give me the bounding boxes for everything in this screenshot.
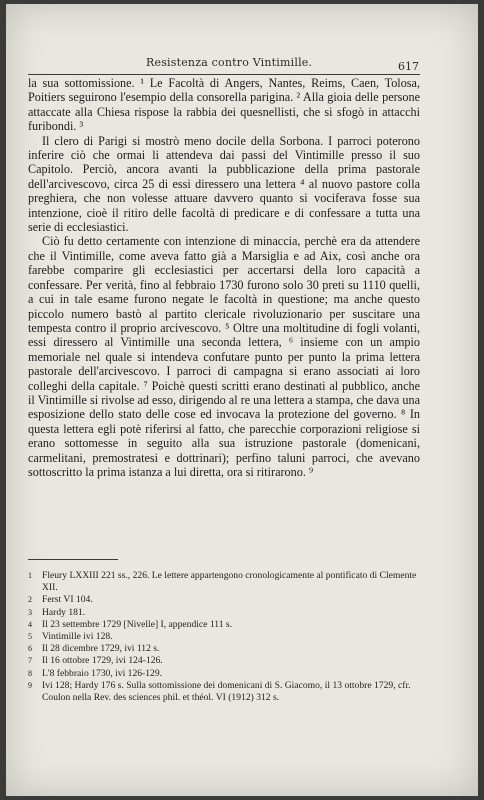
footnote [28, 680, 420, 704]
footnote-number: 3 [28, 607, 32, 617]
footnote-text: Il 28 dicembre 1729, ivi 112 s. [42, 643, 160, 655]
body-text [28, 76, 420, 479]
book-page [6, 4, 478, 796]
footnote-text: Hardy 181. [42, 606, 86, 618]
footnote [28, 668, 420, 680]
footnotes [28, 570, 420, 704]
footnote-number: 1 [28, 571, 32, 580]
running-title: Resistenza contro Vintimille. [146, 56, 313, 69]
footnote-number: 4 [28, 619, 32, 629]
footnote-number: 2 [28, 595, 32, 605]
paragraph: Ciò fu detto certamente con intenzione di minaccia, perchè era da attendere che il Vintimille, come aveva fatto già a Marsiglia e ad Aix, così anche ora farebbe comparire gli ecclesiastici per accertarsi della loro capacità a confessare. Per verità, fino al febbraio 1730 furono solo 30 preti su 1110 quelli, a cui in tale esame furono negate le facoltà in questione; ma anche questo piccolo numero bastò al partito clericale rivoluzionario per suscitare una tempesta contro il proprio arcivescovo. ⁵ Oltre una moltitudine di fogli volanti, essi diressero al Vintimille una seconda lettera, ⁶ insieme con un ampio memoriale nel quale si intendeva confutare punto per punto la prima lettera pastorale dell'arcivescovo. I parroci di campagna si erano associati ai loro colleghi della capitale. ⁷ Poichè questi scritti erano destinati al pubblico, anche il Vintimille si rivolse ad esso, dirigendo al re una lettera a stampa, che dava una esposizione dello stato delle cose ed invocava la protezione del governo. ⁸ In questa lettera egli potè riferirsi al fatto, che parecchie corporazioni religiose si erano sottomesse in seguito alla sua istruzione pastorale (domenicani, carmelitani, premostratesi e dottrinari); perfino taluni parroci, che avevano sottoscritto la prima istanza a lui diretta, ora si ritirarono. ⁹ [28, 234, 420, 479]
footnote [28, 655, 420, 667]
footnote-number: 5 [28, 632, 32, 642]
page-header [6, 56, 478, 72]
footnote [28, 607, 420, 619]
footnote-text: Il 16 ottobre 1729, ivi 124-126. [42, 655, 163, 667]
footnote-number: 8 [28, 668, 32, 678]
footnote [28, 619, 420, 631]
paragraph: la sua sottomissione. ¹ Le Facoltà di Angers, Nantes, Reims, Caen, Tolosa, Poitiers seguirono l'esempio della consorella parigina. ² Alla gioia delle persone attaccate alla Chiesa rispose la rabbia dei quesnellisti, che si sfogò in attacchi furibondi. ³ [28, 76, 420, 134]
footnote-number: 9 [28, 680, 32, 690]
footnote [28, 631, 420, 643]
footnote-text: Ferst VI 104. [42, 594, 93, 606]
footnote [28, 643, 420, 655]
paragraph: Il clero di Parigi si mostrò meno docile della Sorbona. I parroci poterono inferire ciò che ormai li attendeva dai passi del Vintimille presso il suo Capitolo. Perciò, ancora avanti la pubblicazione della prima pastorale dell'arcivescovo, circa 25 di essi diressero una lettera ⁴ al nuovo pastore colla preghiera, che non volesse attuare davvero quanto si vociferava fosse sua intenzione, cioè il ritiro delle facoltà di predicare e di confessare a tutta una serie di ecclesiastici. [28, 133, 420, 235]
footnote-number: 7 [28, 656, 32, 666]
footnote [28, 570, 420, 594]
footnote-rule [28, 559, 118, 560]
footnote-text: L'8 febbraio 1730, ivi 126-129. [42, 667, 163, 679]
header-rule [28, 74, 420, 75]
footnote-text: Il 23 settembre 1729 [Nivelle] I, appendice 111 s. [42, 618, 233, 630]
page-number: 617 [398, 60, 419, 73]
footnote-text: Fleury LXXIII 221 ss., 226. Le lettere appartengono cronologicamente al pontificato di Clemente XII. [42, 570, 417, 594]
footnote-number: 6 [28, 644, 32, 654]
footnote-text: Ivi 128; Hardy 176 s. Sulla sottomissione dei domenicani di S. Giacomo, il 13 ottobre 1729, cfr. Coulon nella Rev. des sciences phil. et théol. VI (1912) 312 s. [42, 679, 411, 704]
footnote [28, 594, 420, 606]
footnote-text: Vintimille ivi 128. [42, 631, 113, 643]
